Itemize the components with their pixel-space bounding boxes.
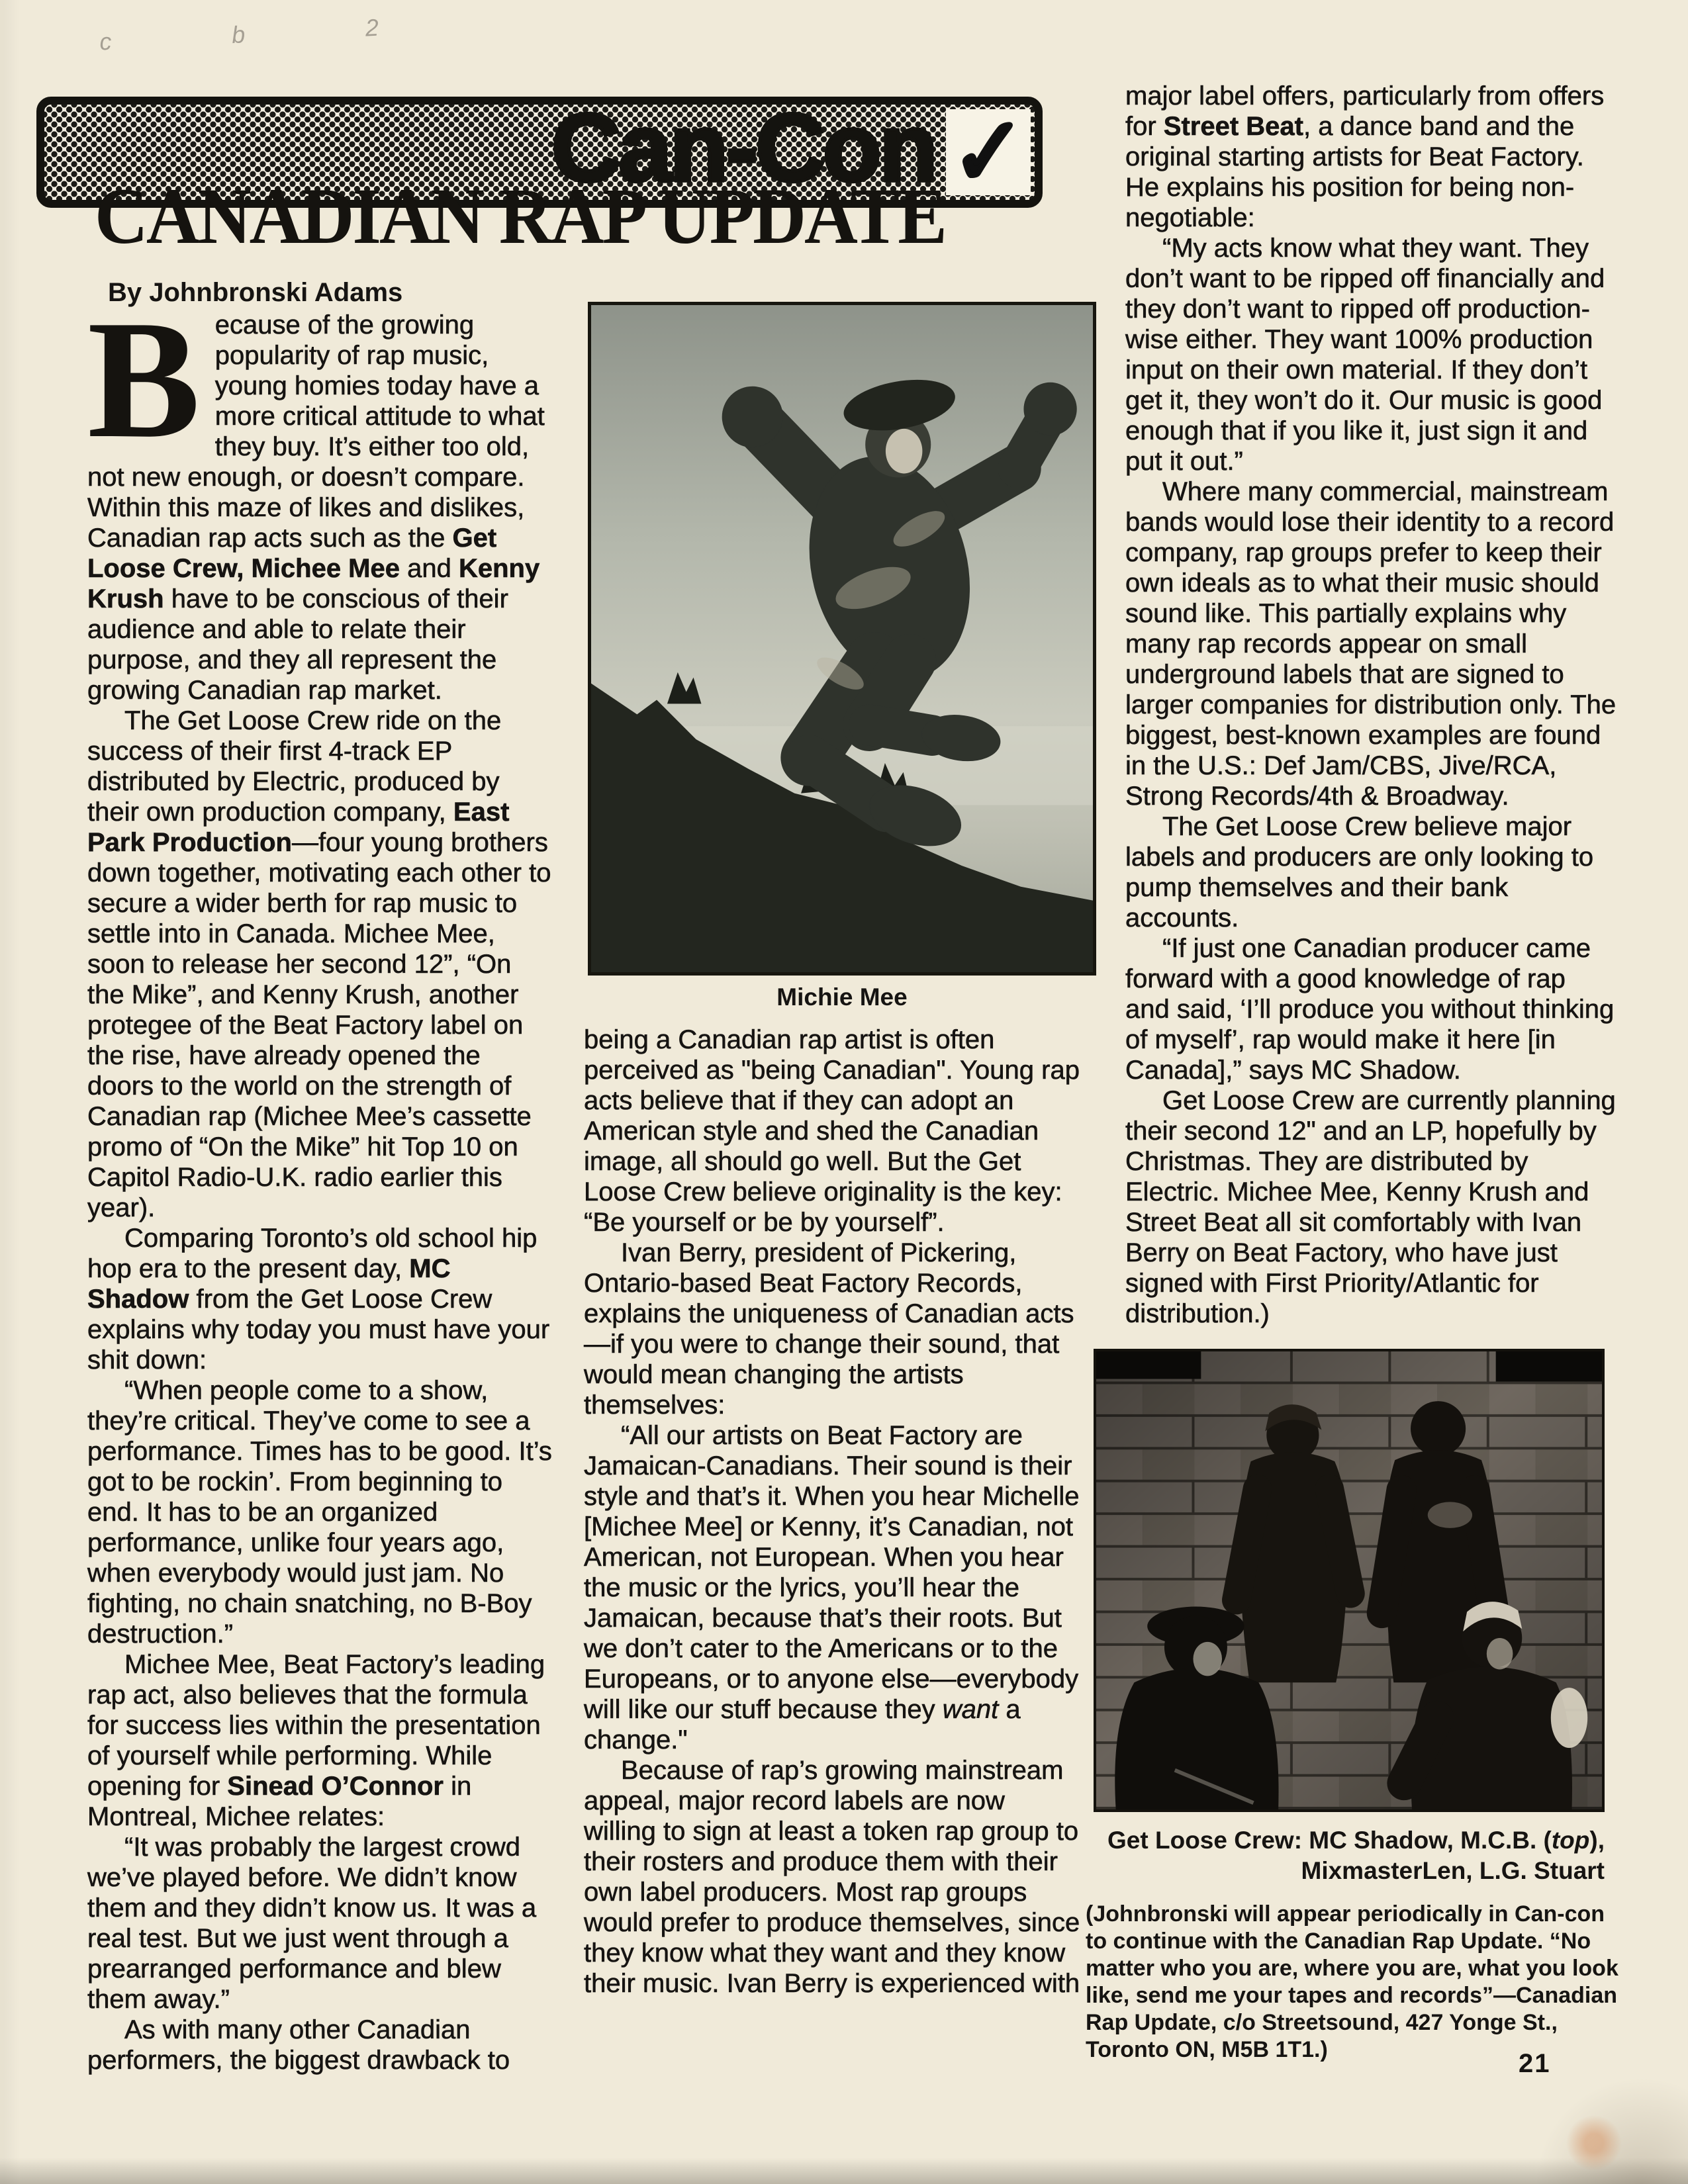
paragraph: “All our artists on Beat Factory are Jamaican-Canadians. Their sound is their style and that’s it. When you hear Michelle [Michee Mee] or Kenny, it’s Canadian, not American, not European. When you hear the music or the lyrics, you’ll hear the Jamaican, because that’s their roots. But we don’t cater to the Americans or to the Europeans, or to anyone else—everybody will like our stuff because they want a change." — [584, 1421, 1080, 1754]
paragraph-text: ecause of the growing popularity of rap music, young homies today have a more critical attitude to what they buy. It’s either too old, not new enough, or doesn’t compare. Within this maze of likes and dislikes, Canadian rap acts such as the Get Loose Crew, Michee Mee and Kenny Krush have to be conscious of their audience and able to relate their purpose, and they all represent the growing Canadian rap market. — [87, 310, 545, 705]
column-3 — [1125, 81, 1617, 1329]
paragraph: “When people come to a show, they’re critical. They’ve come to see a performance. Times has to be good. It’s got to be rockin’. From beginning to end. It has to be an organized performance, unlike four years ago, when everybody would just jam. No fighting, no chain snatching, no B-Boy destruction.” — [87, 1376, 552, 1649]
paragraph: Ivan Berry, president of Pickering, Ontario-based Beat Factory Records, explains the uniqueness of Canadian acts—if you were to change their sound, that would mean changing the artists themselves: — [584, 1238, 1074, 1420]
page-number: 21 — [1519, 2049, 1551, 2078]
photo-caption-get-loose-crew — [1094, 1825, 1605, 1886]
checkmark-icon: ✓ — [951, 99, 1025, 205]
paragraph: major label offers, particularly from offers for Street Beat, a dance band and the original starting artists for Beat Factory. He explains his position for being non-negotiable: — [1125, 81, 1605, 232]
paragraph: Comparing Toronto’s old school hip hop era to the present day, MC Shadow from the Get Loose Crew explains why today you must have your shit down: — [87, 1224, 550, 1375]
paragraph: “It was probably the largest crowd we’ve played before. We didn’t know them and they didn’t know us. It was a real test. But we just went through a prearranged performance and blew them away.” — [87, 1833, 537, 2014]
editor-note: (Johnbronski will appear periodically in Can-con to continue with the Canadian Rap Update. “No matter who you are, where you are, what you look like, send me your tapes and records”—Canadian Rap Update, c/o Streetsound, 427 Yonge St., Toronto ON, M5B 1T1.) — [1086, 1901, 1618, 2062]
drop-cap: B — [87, 286, 201, 473]
wall-highlight-spot — [1551, 1688, 1587, 1748]
banner-title: Can-Con — [551, 93, 935, 202]
paragraph: The Get Loose Crew ride on the success of their first 4-track EP distributed by Electric, produced by their own production company, East Park Production—four young brothers down together, motivating each other to secure a wider berth for rap music to settle into in Canada. Michee Mee, soon to release her second 12”, “On the Mike”, and Kenny Krush, another protegee of the Beat Factory label on the rise, have already opened the doors to the world on the strength of Canadian rap (Michee Mee’s cassette promo of “On the Mike” hit Top 10 on Capitol Radio-U.K. radio earlier this year). — [87, 706, 551, 1222]
caption-line-2: MixmasterLen, L.G. Stuart — [1301, 1857, 1605, 1884]
paragraph: Get Loose Crew are currently planning their second 12" and an LP, hopefully by Christmas. They are distributed by Electric. Michee Mee, Kenny Krush and Street Beat all sit comfortably with Ivan Berry on Beat Factory, who have just signed with First Priority/Atlantic for distribution.) — [1125, 1086, 1616, 1328]
paragraph: “If just one Canadian producer came forward with a good knowledge of rap and said, ‘I’ll produce you without thinking of myself’, rap would make it here [in Canada],” says MC Shadow. — [1125, 934, 1615, 1085]
byline: By Johnbronski Adams — [108, 278, 403, 307]
paragraph: Michee Mee, Beat Factory’s leading rap act, also believes that the formula for success lies within the presentation of yourself while performing. While opening for Sinead O’Connor in Montreal, Michee relates: — [87, 1650, 545, 1831]
photo-caption-michie-mee: Michie Mee — [776, 983, 908, 1011]
paragraph: As with many other Canadian performers, the biggest drawback to — [87, 2015, 510, 2075]
paragraph: “My acts know what they want. They don’t want to be ripped off financially and they don’t want to ripped off production-wise either. They want 100% production input on their own material. If they don’t get it, they won’t do it. Our music is good enough that if you like it, just sign it and put it out.” — [1125, 234, 1605, 476]
article-title: CANADIAN RAP UPDATE — [95, 172, 945, 261]
paragraph: The Get Loose Crew believe major labels and producers are only looking to pump themselves and their bank accounts. — [1125, 812, 1594, 933]
column-2 — [584, 1024, 1082, 1999]
paragraph: being a Canadian rap artist is often perceived as "being Canadian". Young rap acts believe that if they can adopt an American style and shed the Canadian image, all should go well. But the Get Loose Crew believe originality is the key: “Be yourself or be by yourself”. — [584, 1025, 1080, 1237]
get-loose-crew-photo-art — [1096, 1351, 1602, 1809]
michie-mee-photo — [588, 302, 1096, 976]
pencil-marks: c b 2 — [99, 11, 436, 56]
paragraph: Because of rap’s growing mainstream appeal, major record labels are now willing to sign at least a token rap group to their rosters and produce them with their own label producers. Most rap groups would prefer to produce themselves, since they know what they want and they know their music. Ivan Berry is experienced with — [584, 1756, 1080, 1998]
michie-mee-photo-art — [591, 305, 1093, 972]
paragraph: Where many commercial, mainstream bands would lose their identity to a record company, rap groups prefer to keep their own ideals as to what their music should sound like. This partially explains why many rap records appear on small underground labels that are signed to larger companies for distribution only. The biggest, best-known examples are found in the U.S.: Def Jam/CBS, Jive/RCA, Strong Records/4th & Broadway. — [1125, 477, 1617, 811]
crop-mark-left — [1096, 1351, 1201, 1379]
crop-mark-right — [1496, 1351, 1602, 1381]
caption-line-1: Get Loose Crew: MC Shadow, M.C.B. (top), — [1107, 1827, 1605, 1854]
checkmark-box — [946, 99, 1031, 205]
get-loose-crew-photo — [1094, 1349, 1605, 1812]
